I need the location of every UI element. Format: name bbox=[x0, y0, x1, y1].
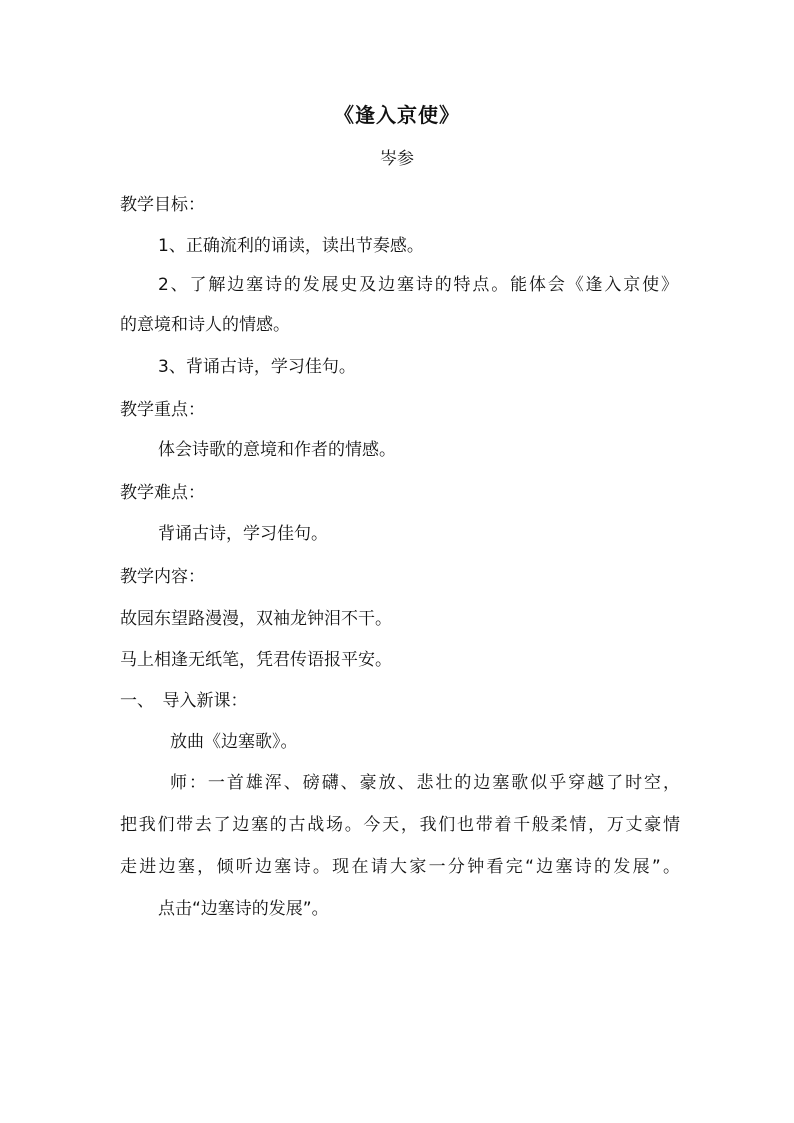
play-song-line: 放曲《边塞歌》。 bbox=[170, 732, 298, 752]
teacher-line-3: 走进边塞，倾听边塞诗。现在请大家一分钟看完“边塞诗的发展”。 bbox=[120, 857, 680, 877]
document-author: 岑参 bbox=[380, 149, 414, 169]
objective-3: 3、背诵古诗，学习佳句。 bbox=[158, 357, 356, 377]
objective-2-line-1: 2、了解边塞诗的发展史及边塞诗的特点。能体会《逢入京使》 bbox=[158, 275, 678, 295]
key-points-heading: 教学重点： bbox=[120, 400, 205, 420]
click-line: 点击“边塞诗的发展”。 bbox=[158, 899, 329, 919]
part-1-heading: 一、 导入新课： bbox=[120, 691, 248, 711]
poem-line-2: 马上相逢无纸笔，凭君传语报平安。 bbox=[120, 650, 392, 670]
teacher-line-2: 把我们带去了边塞的古战场。今天，我们也带着千般柔情，万丈豪情 bbox=[120, 815, 680, 835]
poem-line-1: 故园东望路漫漫，双袖龙钟泪不干。 bbox=[120, 609, 392, 629]
content-heading: 教学内容： bbox=[120, 567, 205, 587]
difficulty-heading: 教学难点： bbox=[120, 483, 205, 503]
objective-2-line-2: 的意境和诗人的情感。 bbox=[120, 315, 290, 335]
key-points-text: 体会诗歌的意境和作者的情感。 bbox=[158, 440, 396, 460]
difficulty-text: 背诵古诗，学习佳句。 bbox=[158, 524, 328, 544]
teacher-line-1: 师：一首雄浑、磅礴、豪放、悲壮的边塞歌似乎穿越了时空， bbox=[170, 773, 680, 793]
objectives-heading: 教学目标： bbox=[120, 195, 205, 215]
document-title: 《逢入京使》 bbox=[334, 103, 460, 127]
objective-1: 1、正确流利的诵读，读出节奏感。 bbox=[158, 236, 424, 256]
